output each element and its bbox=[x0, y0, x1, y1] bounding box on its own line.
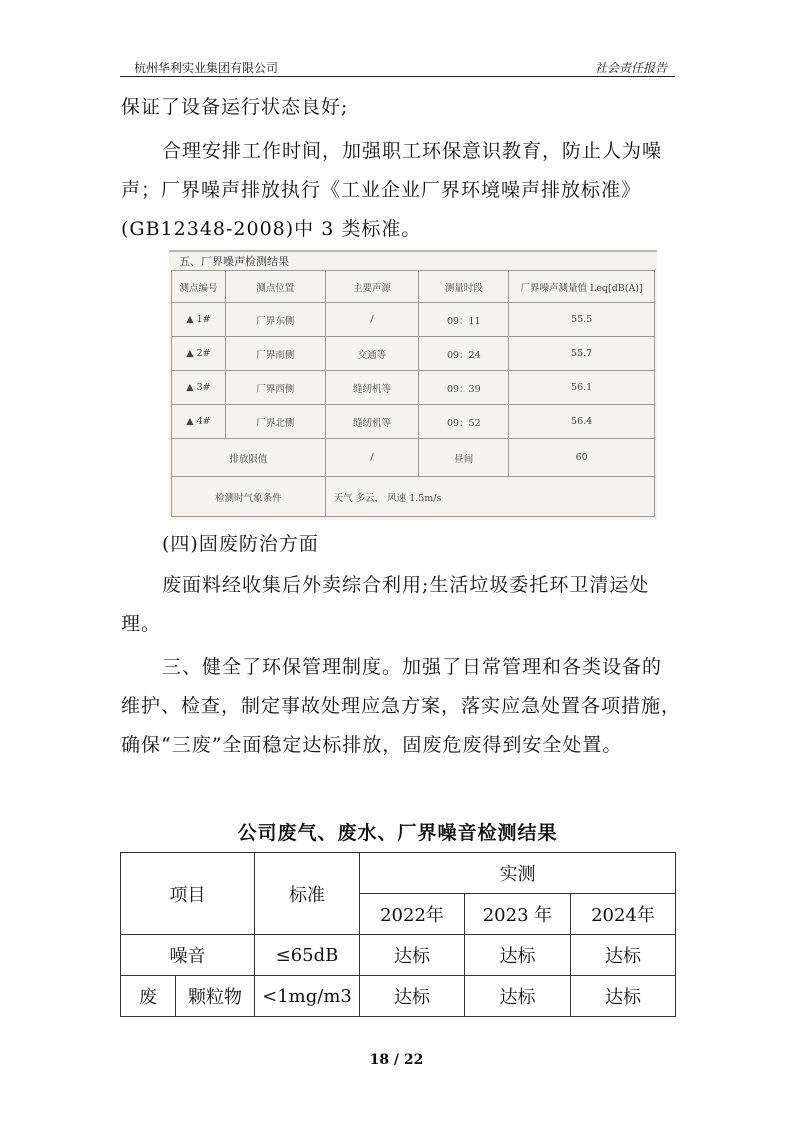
report-title: 社会责任报告 bbox=[594, 61, 667, 75]
col-measured-header: 实测 bbox=[360, 853, 676, 894]
table-row bbox=[172, 405, 655, 439]
table-cell: 达标 bbox=[465, 935, 571, 976]
table-cell: 交通等 bbox=[325, 337, 419, 371]
table-cell: / bbox=[325, 303, 419, 337]
header-cell: 测点编号 bbox=[172, 271, 226, 303]
table-cell: 55.5 bbox=[509, 303, 655, 337]
table-cell: 缝纫机等 bbox=[325, 371, 419, 405]
page-header bbox=[120, 56, 675, 77]
table-cell: 09：24 bbox=[419, 337, 509, 371]
year-header: 2023 年 bbox=[465, 894, 571, 935]
table-cell: / bbox=[325, 439, 419, 477]
scan-caption: 五、厂界噪声检测结果 bbox=[179, 255, 289, 268]
table-cell: 厂界北侧 bbox=[225, 405, 325, 439]
results-table-title: 公司废气、废水、厂界噪音检测结果 bbox=[237, 822, 558, 844]
table-row bbox=[121, 976, 676, 1017]
table-cell: ▲ 1# bbox=[172, 303, 226, 337]
paragraph-management: 三、健全了环保管理制度。加强了日常管理和各类设备的维护、检查，制定事故处理应急方案，落实应急处置各项措施，确保“三废”全面稳定达标排放，固废危废得到安全处置。 bbox=[121, 656, 682, 756]
table-cell: <1mg/m3 bbox=[255, 976, 360, 1017]
weather-value: 天气 多云， 风速 1.5m/s bbox=[325, 477, 654, 517]
table-cell: ▲ 3# bbox=[172, 371, 226, 405]
paragraph-solid-waste-heading: (四)固废防治方面 bbox=[162, 533, 319, 555]
table-cell: 09：11 bbox=[419, 303, 509, 337]
table-row bbox=[172, 477, 655, 517]
table-row bbox=[172, 337, 655, 371]
paragraph-equipment: 保证了设备运行状态良好; bbox=[121, 96, 349, 118]
header-cell: 主要声源 bbox=[325, 271, 419, 303]
table-row bbox=[121, 853, 676, 894]
results-table bbox=[120, 852, 676, 1017]
company-name: 杭州华利实业集团有限公司 bbox=[134, 61, 279, 75]
table-cell: 缝纫机等 bbox=[325, 405, 419, 439]
table-row bbox=[172, 439, 655, 477]
table-cell: 56.4 bbox=[509, 405, 655, 439]
year-header: 2024年 bbox=[571, 894, 676, 935]
table-cell: 厂界南侧 bbox=[225, 337, 325, 371]
noise-test-table bbox=[171, 270, 655, 517]
table-row bbox=[172, 303, 655, 337]
table-cell: 厂界东侧 bbox=[225, 303, 325, 337]
col-standard-header: 标准 bbox=[255, 853, 360, 935]
table-cell: ≤65dB bbox=[255, 935, 360, 976]
table-cell: ▲ 2# bbox=[172, 337, 226, 371]
table-cell: 达标 bbox=[360, 935, 465, 976]
table-cell: 55.7 bbox=[509, 337, 655, 371]
table-cell: 09：39 bbox=[419, 371, 509, 405]
table-cell: 60 bbox=[509, 439, 655, 477]
limit-label: 排放限值 bbox=[172, 439, 326, 477]
header-cell: 测点位置 bbox=[225, 271, 325, 303]
year-header: 2022年 bbox=[360, 894, 465, 935]
table-cell: 达标 bbox=[571, 976, 676, 1017]
paragraph-noise-policy: 合理安排工作时间，加强职工环保意识教育，防止人为噪声；厂界噪声排放执行《工业企业厂界环境噪声排放标准》(GB12348-2008)中 3 类标准。 bbox=[121, 140, 663, 240]
table-cell: ▲ 4# bbox=[172, 405, 226, 439]
page-number: 18 / 22 bbox=[369, 1052, 424, 1068]
table-cell: 达标 bbox=[465, 976, 571, 1017]
header-cell: 测量时段 bbox=[419, 271, 509, 303]
col-item-header: 项目 bbox=[121, 853, 255, 935]
table-row bbox=[121, 935, 676, 976]
table-cell: 厂界西侧 bbox=[225, 371, 325, 405]
noise-test-scan bbox=[169, 250, 657, 520]
row-category: 废 bbox=[121, 976, 176, 1017]
table-cell: 达标 bbox=[360, 976, 465, 1017]
table-row bbox=[172, 271, 655, 303]
table-row bbox=[172, 371, 655, 405]
row-label: 噪音 bbox=[121, 935, 255, 976]
weather-label: 检测时气象条件 bbox=[172, 477, 326, 517]
table-cell: 达标 bbox=[571, 935, 676, 976]
paragraph-solid-waste: 废面料经收集后外卖综合利用;生活垃圾委托环卫清运处理。 bbox=[121, 574, 650, 635]
row-label: 颗粒物 bbox=[176, 976, 255, 1017]
table-cell: 昼间 bbox=[419, 439, 509, 477]
header-cell: 厂界噪声测量值 Leq[dB(A)] bbox=[509, 271, 655, 303]
table-cell: 09：52 bbox=[419, 405, 509, 439]
table-cell: 56.1 bbox=[509, 371, 655, 405]
